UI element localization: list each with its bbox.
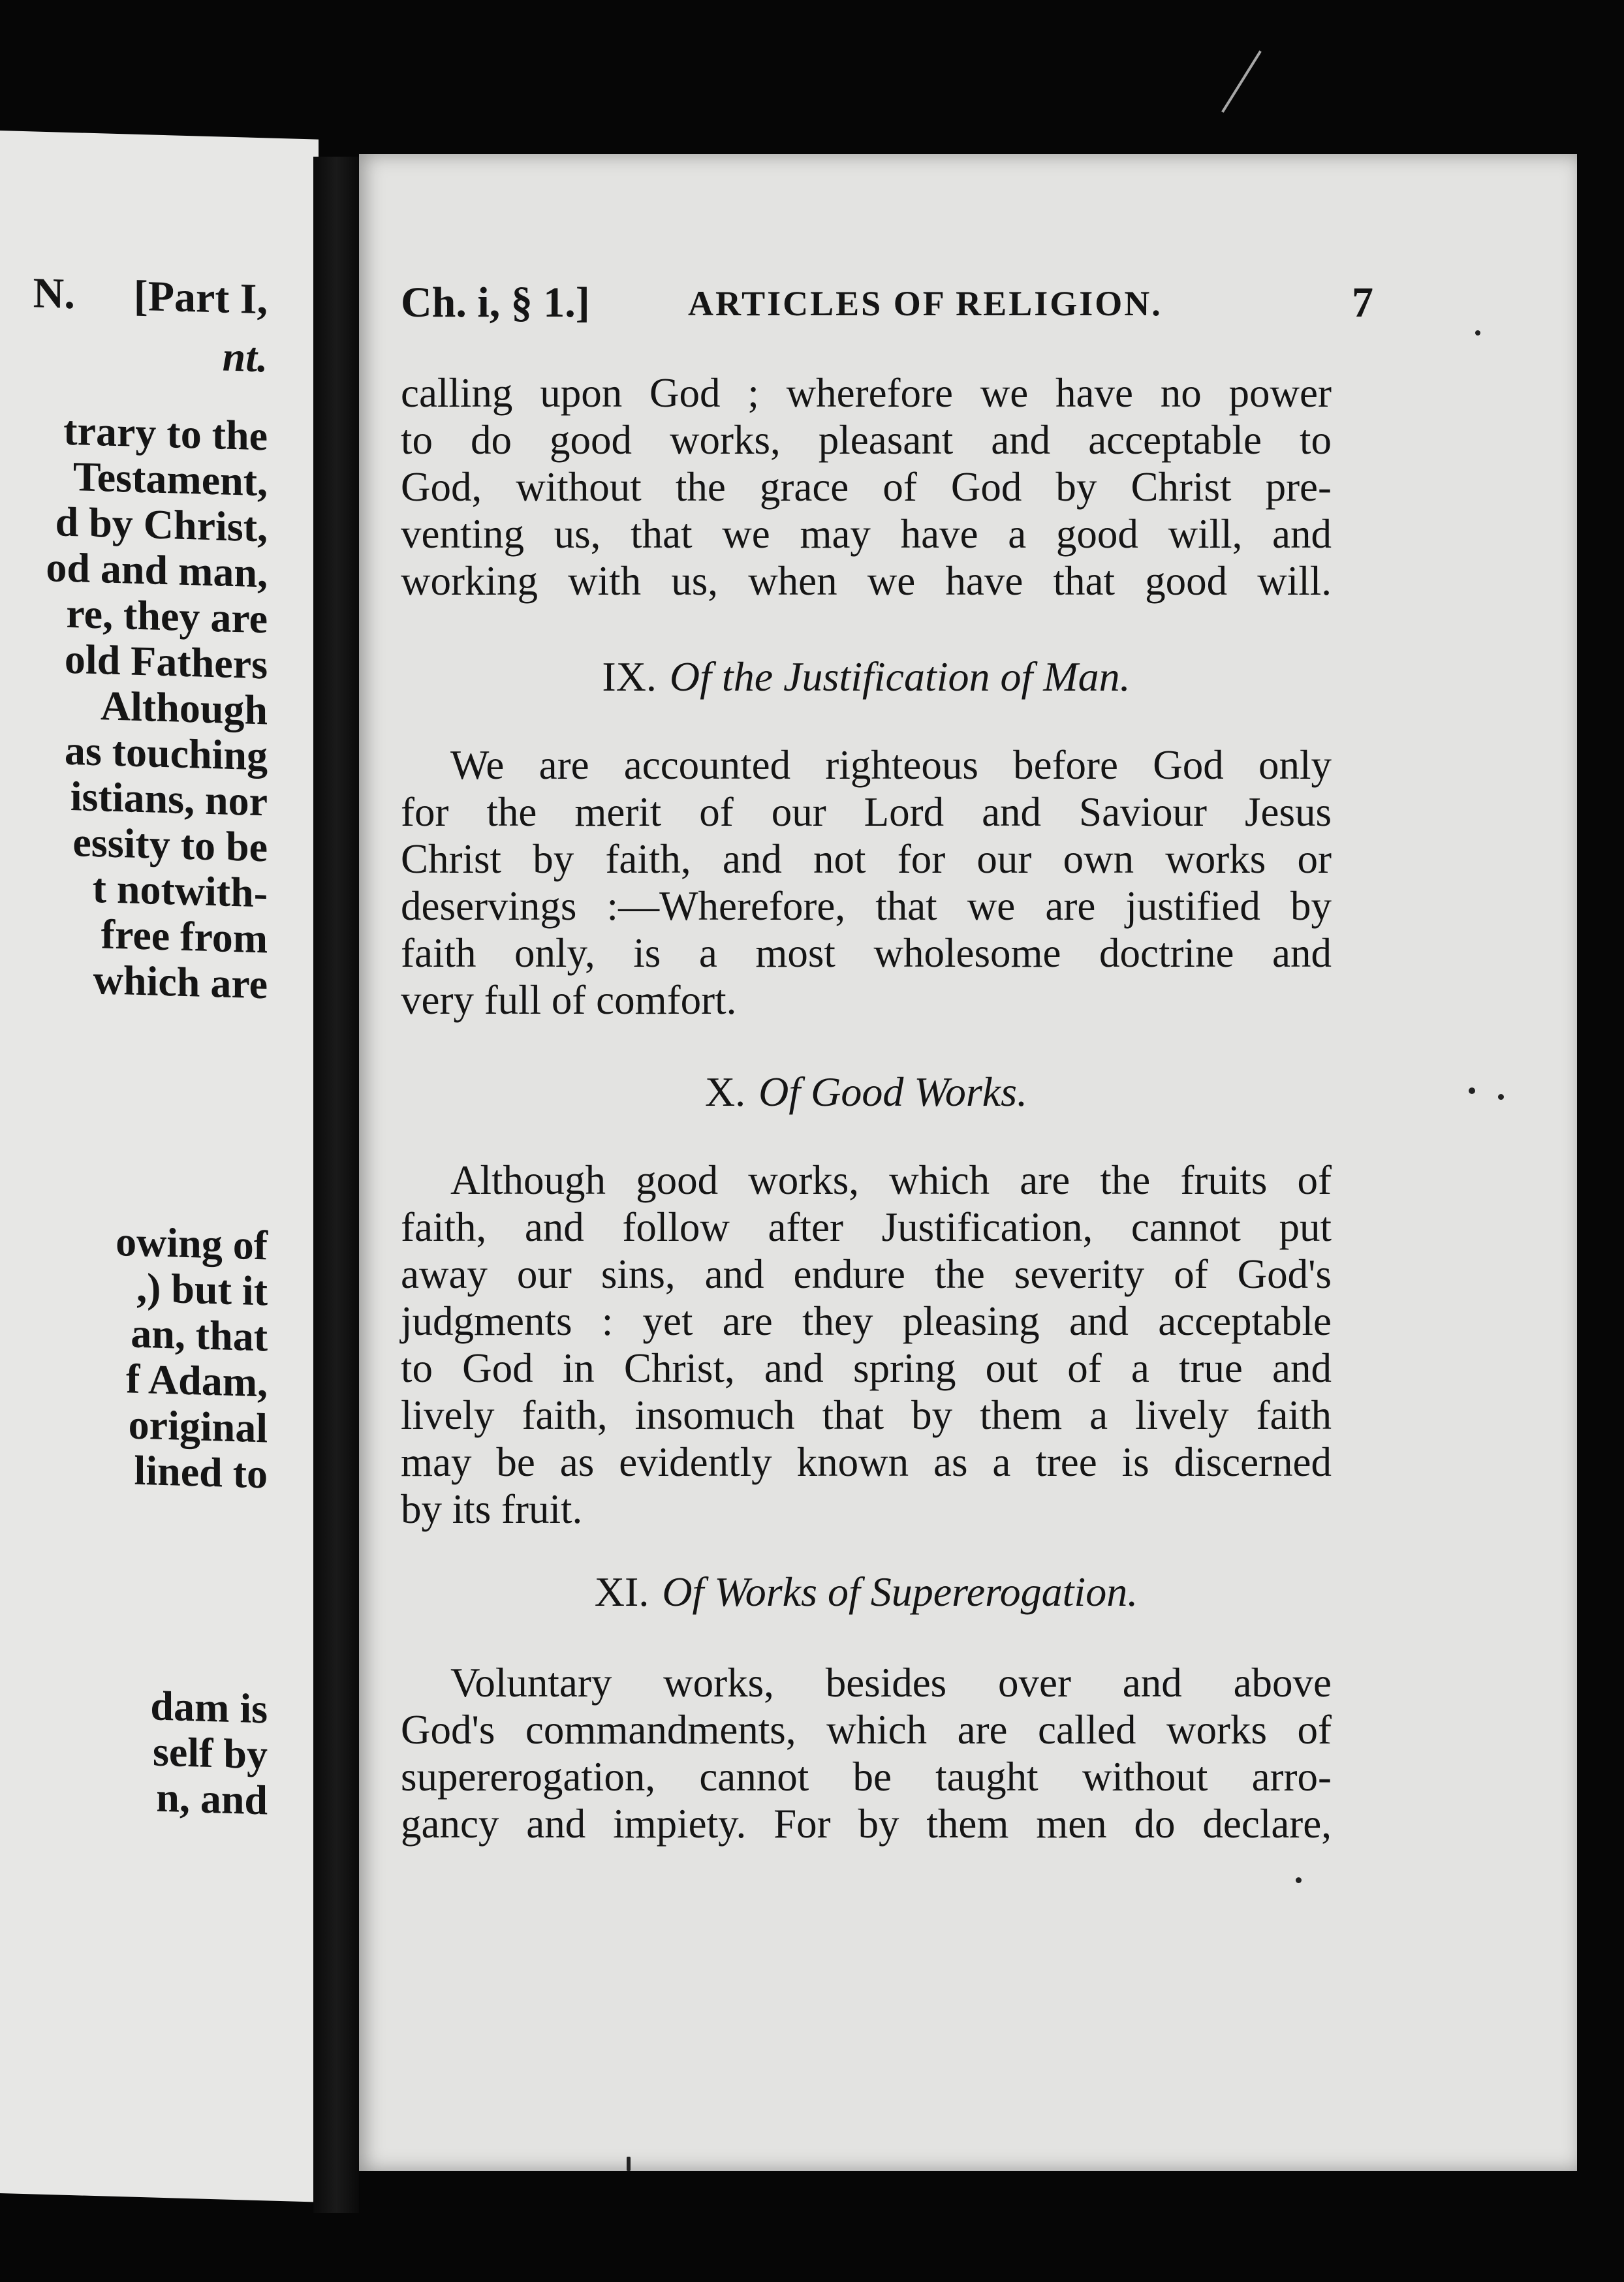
article-number: X.	[704, 1069, 746, 1115]
left-line: t notwith-	[92, 864, 268, 916]
article-number: IX.	[602, 653, 657, 700]
text-line: venting us, that we may have a good will, and	[401, 511, 1332, 557]
left-line: n, and	[156, 1774, 268, 1824]
text-line: judgments : yet are they pleasing and acceptable	[401, 1298, 1332, 1344]
text-line: very full of comfort.	[401, 977, 737, 1023]
scan-speck	[627, 2157, 631, 2171]
left-facing-page	[0, 131, 319, 2202]
left-line: dam is	[150, 1682, 268, 1732]
text-line: God's commandments, which are called works of	[401, 1707, 1332, 1753]
book-spine-shadow	[313, 157, 359, 2213]
text-line: by its fruit.	[401, 1486, 583, 1532]
running-title: ARTICLES OF RELIGION.	[688, 284, 1163, 323]
text-line: faith, and follow after Justification, cannot put	[401, 1204, 1332, 1250]
article-heading-x	[401, 1068, 1332, 1116]
page-number: 7	[1352, 279, 1373, 326]
left-line: Although	[100, 682, 268, 734]
left-line: f Adam,	[126, 1355, 268, 1406]
scan-speck	[1296, 1877, 1302, 1883]
left-page-header	[33, 268, 268, 324]
left-line: free from	[101, 911, 268, 962]
left-line: as touching	[64, 727, 268, 779]
continuation-paragraph	[401, 369, 1332, 604]
main-page	[359, 154, 1577, 2171]
article-heading-ix	[401, 653, 1332, 701]
left-line: trary to the	[63, 407, 268, 460]
text-line: We are accounted righteous before God only	[450, 742, 1332, 788]
text-line: working with us, when we have that good will.	[401, 558, 1332, 604]
text-line: gancy and impiety. For by them men do declare,	[401, 1801, 1332, 1847]
left-line: lined to	[134, 1446, 268, 1497]
article-title: Of the Justification of Man.	[669, 653, 1131, 700]
article-x-body	[401, 1157, 1332, 1533]
left-line: re, they are	[66, 589, 268, 642]
article-title: Of Good Works.	[758, 1069, 1028, 1115]
left-line: old Fathers	[64, 635, 268, 688]
text-line: may be as evidently known as a tree is discerned	[401, 1439, 1332, 1485]
text-line: Although good works, which are the fruits of	[450, 1157, 1332, 1203]
text-line: to God in Christ, and spring out of a true and	[401, 1345, 1332, 1391]
text-line: Christ by faith, and not for our own works or	[401, 836, 1332, 882]
text-line: lively faith, insomuch that by them a lively faith	[401, 1392, 1332, 1438]
left-line: ,) but it	[136, 1264, 268, 1315]
text-line: deservings :—Wherefore, that we are justified by	[401, 883, 1332, 929]
left-header-fragment: N.	[33, 269, 75, 319]
scan-speck	[1469, 1087, 1475, 1094]
text-line: calling upon God ; wherefore we have no power	[401, 370, 1332, 416]
left-line: od and man,	[46, 543, 268, 597]
left-line: self by	[153, 1728, 268, 1778]
left-line: d by Christ,	[55, 498, 268, 551]
left-line: owing of	[116, 1217, 268, 1269]
text-line: faith only, is a most wholesome doctrine and	[401, 930, 1332, 976]
left-line: an, that	[131, 1309, 268, 1360]
running-header	[401, 278, 1373, 337]
article-ix-body	[401, 742, 1332, 1024]
chapter-reference: Ch. i, § 1.]	[401, 279, 590, 326]
text-line: away our sins, and endure the severity of God's	[401, 1251, 1332, 1297]
text-line: to do good works, pleasant and acceptable to	[401, 417, 1332, 463]
article-title: Of Works of Supererogation.	[662, 1569, 1138, 1615]
text-line: for the merit of our Lord and Saviour Jesus	[401, 789, 1332, 835]
left-line: istians, nor	[70, 773, 268, 825]
scan-speck	[1498, 1094, 1504, 1100]
left-line: essity to be	[72, 819, 268, 871]
left-part-label: [Part I,	[133, 272, 268, 324]
left-line: Testament,	[72, 453, 268, 505]
left-italic-fragment: nt.	[222, 333, 268, 381]
article-heading-xi	[401, 1568, 1332, 1616]
text-line: God, without the grace of God by Christ pre-	[401, 464, 1332, 510]
scan-speck	[1475, 330, 1480, 336]
text-line: supererogation, cannot be taught without arro-	[401, 1754, 1332, 1800]
left-line: which are	[93, 956, 268, 1008]
article-xi-body	[401, 1659, 1332, 1847]
left-line: original	[128, 1401, 268, 1452]
text-line: Voluntary works, besides over and above	[450, 1660, 1332, 1706]
article-number: XI.	[594, 1569, 649, 1615]
